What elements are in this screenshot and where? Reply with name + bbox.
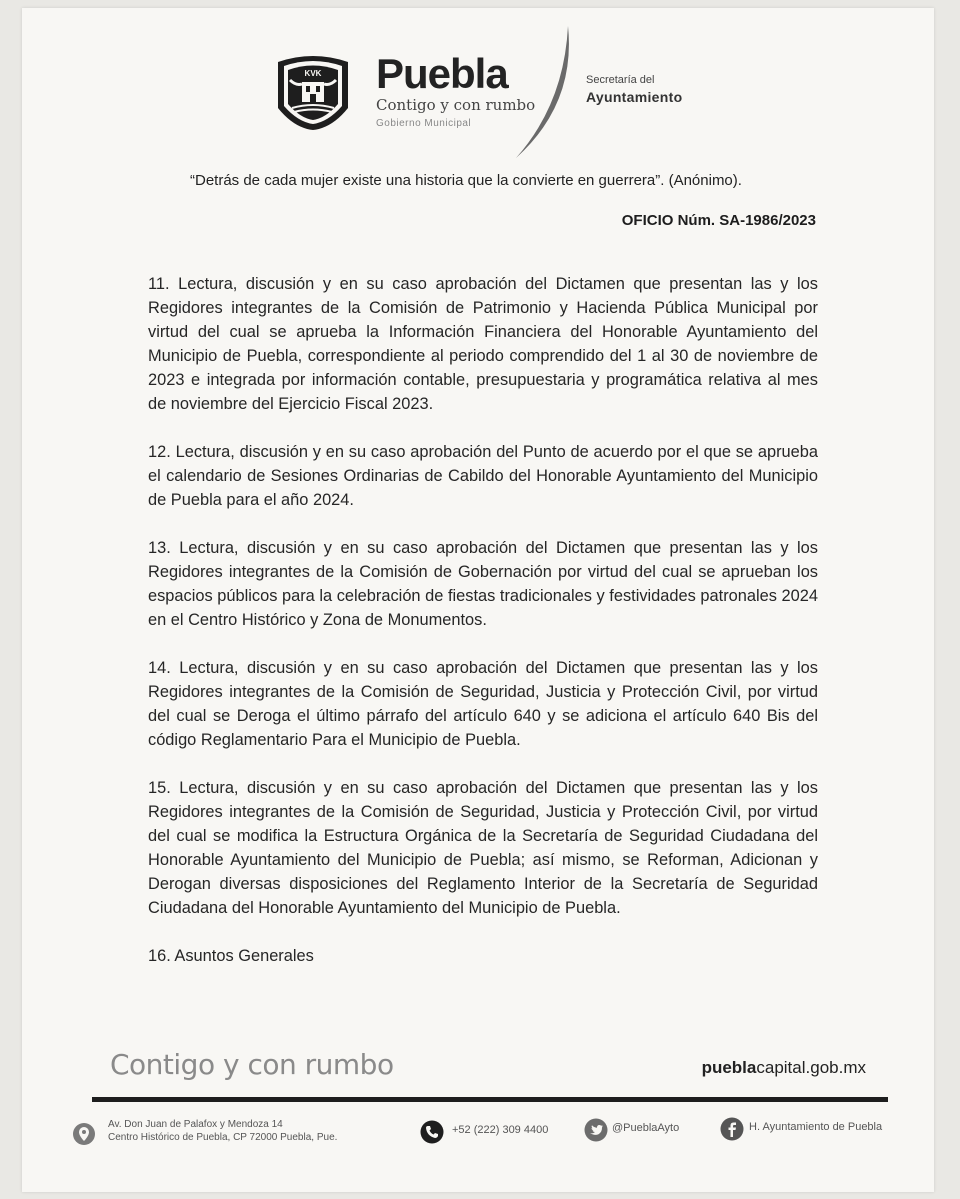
department-prefix: Secretaría del <box>586 74 655 86</box>
agenda-item-12: 12. Lectura, discusión y en su caso aprobación del Punto de acuerdo por el que se aprueba el calendario de Sesiones Ordinarias de Cabildo del Honorable Ayuntamiento del Municipio de Puebla para el año 2024. <box>148 443 818 509</box>
agenda-item-14: 14. Lectura, discusión y en su caso aprobación del Dictamen que presentan las y los Regidores integrantes de la Comisión de Seguridad, Justicia y Protección Civil, por virtud del cual se Deroga el último párrafo del artículo 640 y se adiciona el artículo 640 Bis del código Reglamentario Para el Municipio de Puebla. <box>148 659 818 749</box>
address-line-2: Centro Histórico de Puebla, CP 72000 Puebla, Pue. <box>108 1132 338 1143</box>
department-block <box>586 74 682 105</box>
agenda-item-11: 11. Lectura, discusión y en su caso aprobación del Dictamen que presentan las y los Regidores integrantes de la Comisión de Patrimonio y Hacienda Pública Municipal por virtud del cual se aprueba la Información Financiera del Honorable Ayuntamiento del Municipio de Puebla, correspondiente al periodo comprendido del 1 al 30 de noviembre de 2023 e integrada por información contable, presupuestaria y programática relativa al mes de noviembre del Ejercicio Fiscal 2023. <box>148 275 818 413</box>
twitter-icon <box>584 1118 608 1142</box>
footer-website-rest: capital.gob.mx <box>756 1058 866 1077</box>
brand-title: Puebla <box>376 50 508 97</box>
brand-government-label: Gobierno Municipal <box>376 118 472 129</box>
department-name: Ayuntamiento <box>586 89 683 105</box>
epigraph-quote: “Detrás de cada mujer existe una historia que la convierte en guerrera”. (Anónimo). <box>190 172 742 189</box>
footer-facebook-page[interactable]: H. Ayuntamiento de Puebla <box>749 1121 883 1133</box>
agenda-items <box>148 272 818 992</box>
footer-slogan: Contigo y con rumbo <box>110 1048 394 1081</box>
agenda-item-15: 15. Lectura, discusión y en su caso aprobación del Dictamen que presentan las y los Regidores integrantes de la Comisión de Seguridad, Justicia y Protección Civil, por virtud del cual se modifica la Estructura Orgánica de la Secretaría de Seguridad Ciudadana del Honorable Ayuntamiento del Municipio de Puebla; así mismo, se Reforman, Adicionan y Derogan diversas disposiciones del Reglamento Interior de la Secretaría de Seguridad Ciudadana del Honorable Ayuntamiento del Municipio de Puebla. <box>148 779 818 917</box>
footer-address <box>108 1118 337 1144</box>
footer-website[interactable] <box>702 1058 866 1078</box>
footer-website-bold: puebla <box>701 1058 757 1077</box>
address-line-1: Av. Don Juan de Palafox y Mendoza 14 <box>108 1119 283 1130</box>
footer-phone[interactable]: +52 (222) 309 4400 <box>452 1124 549 1136</box>
brand-slogan: Contigo y con rumbo <box>376 96 536 114</box>
footer-rule <box>92 1097 888 1102</box>
header-swoosh-divider <box>510 24 580 164</box>
seal-text: KVK <box>304 69 322 78</box>
puebla-seal-logo <box>272 52 354 132</box>
oficio-number: OFICIO Núm. SA-1986/2023 <box>621 212 816 229</box>
facebook-icon <box>720 1117 744 1141</box>
agenda-item-13: 13. Lectura, discusión y en su caso aprobación del Dictamen que presentan las y los Regidores integrantes de la Comisión de Gobernación por virtud del cual se aprueban los espacios públicos para la celebración de fiestas tradicionales y festividades patronales 2024 en el Centro Histórico y Zona de Monumentos. <box>148 539 818 629</box>
footer-twitter-handle[interactable]: @PueblaAyto <box>612 1122 680 1134</box>
agenda-item-16: 16. Asuntos Generales <box>148 947 314 965</box>
location-pin-icon <box>72 1122 96 1148</box>
phone-icon <box>420 1120 444 1144</box>
